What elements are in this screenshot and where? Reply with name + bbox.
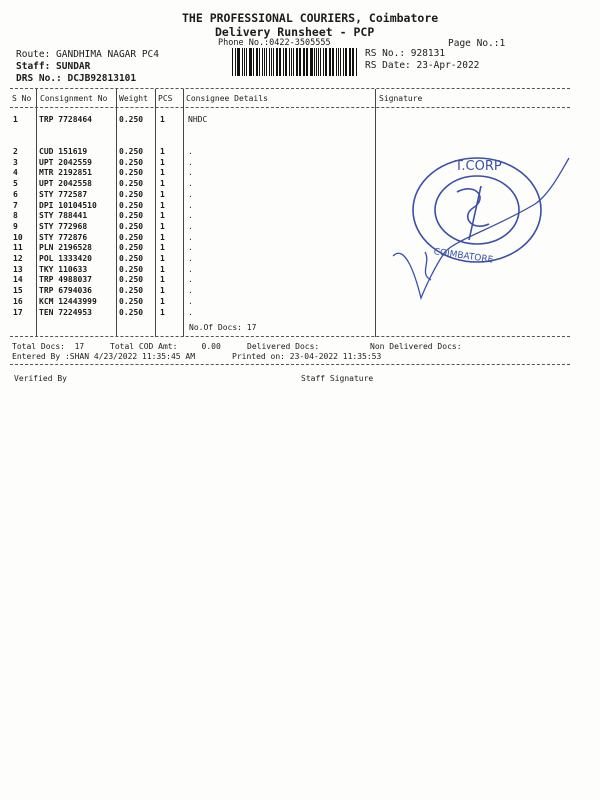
barcode-bar (237, 48, 238, 76)
cell-weight: 0.250 (119, 296, 144, 306)
cell-pcs: 1 (160, 157, 165, 167)
cell-consignment: TEN 7224953 (39, 307, 92, 317)
staff: Staff: SUNDAR (16, 61, 91, 72)
company-name: THE PROFESSIONAL COURIERS, Coimbatore (182, 11, 439, 25)
barcode-bar (279, 48, 281, 76)
cell-weight: 0.250 (119, 221, 144, 231)
cell-weight: 0.250 (119, 115, 144, 124)
cell-consignment: PLN 2196528 (39, 243, 92, 253)
barcode-bar (232, 48, 233, 76)
delivered-docs: Delivered Docs: (247, 342, 320, 351)
barcode-bar (285, 48, 286, 76)
cell-weight: 0.250 (119, 147, 144, 156)
cell-pcs: 1 (160, 254, 165, 263)
barcode-bar (256, 48, 257, 76)
barcode-bar (332, 48, 333, 76)
entered-by: Entered By :SHAN 4/23/2022 11:35:45 AM (12, 352, 196, 361)
cell-consignee: . (188, 168, 193, 178)
cell-consignment: STY 772876 (39, 232, 88, 242)
cell-sno: 3 (13, 157, 18, 167)
cell-consignee: . (188, 254, 193, 263)
cell-consignment: POL 1333420 (39, 254, 92, 263)
cell-sno: 1 (13, 115, 18, 124)
col-sno-header: S No (12, 94, 32, 103)
cell-consignment: TKY 110633 (39, 264, 88, 274)
cell-pcs: 1 (160, 147, 165, 156)
cell-weight: 0.250 (119, 264, 144, 274)
cell-weight: 0.250 (119, 211, 144, 221)
cell-sno: 10 (13, 232, 23, 242)
barcode (232, 48, 358, 76)
barcode-bar (306, 48, 307, 76)
cell-sno: 8 (13, 211, 18, 221)
barcode-bar (277, 48, 278, 76)
barcode-bar (343, 48, 344, 76)
barcode-bar (318, 48, 319, 76)
cell-pcs: 1 (160, 264, 165, 274)
cell-weight: 0.250 (119, 179, 144, 189)
col-weight-header: Weight (119, 94, 148, 103)
barcode-bar (299, 48, 300, 76)
cell-consignment: DPI 10104510 (39, 200, 97, 210)
table-header-divider (10, 107, 570, 108)
barcode-bar (253, 48, 254, 76)
barcode-bar (269, 48, 270, 76)
company-seal-stamp (385, 148, 575, 308)
cell-sno: 17 (13, 307, 23, 317)
barcode-bar (296, 48, 298, 76)
cell-pcs: 1 (160, 232, 165, 242)
barcode-bar (291, 48, 292, 76)
barcode-bar (235, 48, 236, 76)
non-delivered-docs: Non Delivered Docs: (370, 342, 462, 351)
table-top-divider (10, 88, 570, 89)
cell-consignee: . (188, 157, 193, 167)
cell-consignee: . (188, 189, 193, 199)
cell-consignment: STY 772968 (39, 221, 88, 231)
cell-consignment: UPT 2042559 (39, 157, 92, 167)
cell-weight: 0.250 (119, 307, 144, 317)
cell-pcs: 1 (160, 296, 165, 306)
rs-number: RS No.: 928131 (365, 48, 446, 59)
cell-weight: 0.250 (119, 275, 144, 285)
cell-consignee: . (188, 179, 193, 189)
cell-consignee: . (188, 275, 193, 285)
cell-pcs: 1 (160, 286, 165, 296)
cell-consignee: . (188, 232, 193, 242)
cell-consignment: KCM 12443999 (39, 296, 97, 306)
barcode-bar (266, 48, 268, 76)
col-signature-header: Signature (379, 94, 423, 103)
col-separator (375, 89, 376, 337)
col-pcs-header: PCS (158, 94, 173, 103)
cell-sno: 7 (13, 200, 18, 210)
barcode-bar (323, 48, 324, 76)
barcode-bar (259, 48, 260, 76)
rs-date: RS Date: 23-Apr-2022 (365, 60, 480, 71)
page-number: Page No.:1 (448, 38, 506, 49)
cell-weight: 0.250 (119, 168, 144, 178)
cell-weight: 0.250 (119, 243, 144, 253)
barcode-bar (304, 48, 305, 76)
barcode-bar (242, 48, 243, 76)
cell-weight: 0.250 (119, 189, 144, 199)
barcode-bar (333, 48, 334, 76)
cell-pcs: 1 (160, 179, 165, 189)
barcode-bar (316, 48, 317, 76)
cell-consignee: . (188, 200, 193, 210)
cell-consignment: TRP 4988037 (39, 275, 92, 285)
cell-consignee: . (188, 211, 193, 221)
barcode-bar (311, 48, 313, 76)
cell-pcs: 1 (160, 211, 165, 221)
cell-sno: 2 (13, 147, 18, 156)
cell-sno: 16 (13, 296, 23, 306)
barcode-bar (271, 48, 272, 76)
no-of-docs: No.Of Docs: 17 (189, 323, 257, 332)
barcode-bar (338, 48, 339, 76)
barcode-bar (300, 48, 301, 76)
barcode-bar (325, 48, 326, 76)
barcode-bar (264, 48, 265, 76)
cell-consignee: . (188, 243, 193, 253)
cell-sno: 5 (13, 179, 18, 189)
cell-pcs: 1 (160, 168, 165, 178)
cell-sno: 4 (13, 168, 18, 178)
col-separator (36, 89, 37, 337)
barcode-bar (273, 48, 274, 76)
cell-consignee: . (188, 296, 193, 306)
phone-number: Phone No.:0422-3505555 (218, 38, 331, 48)
barcode-bar (310, 48, 311, 76)
cell-pcs: 1 (160, 115, 165, 124)
cell-pcs: 1 (160, 221, 165, 231)
barcode-bar (249, 48, 250, 76)
cell-sno: 9 (13, 221, 18, 231)
barcode-bar (303, 48, 304, 76)
col-separator (183, 89, 184, 337)
barcode-bar (340, 48, 341, 76)
cell-pcs: 1 (160, 189, 165, 199)
cell-consignment: TRP 6794036 (39, 286, 92, 296)
cell-weight: 0.250 (119, 200, 144, 210)
barcode-bar (352, 48, 353, 76)
barcode-bar (257, 48, 258, 76)
stamp-text-bottom: COIMBATORE (432, 247, 494, 266)
handwritten-signature (393, 158, 569, 298)
cell-sno: 13 (13, 264, 23, 274)
cell-consignee: . (188, 221, 193, 231)
cell-consignee: . (188, 307, 193, 317)
cell-weight: 0.250 (119, 157, 144, 167)
total-cod-amount: Total COD Amt: 0.00 (110, 342, 221, 351)
summary-divider (10, 364, 570, 365)
table-bottom-divider (10, 336, 570, 337)
drs-number: DRS No.: DCJB92813101 (16, 73, 137, 84)
barcode-bar (250, 48, 252, 76)
cell-pcs: 1 (160, 243, 165, 253)
sheet-title: Delivery Runsheet - PCP (215, 25, 375, 39)
barcode-bar (293, 48, 294, 76)
cell-sno: 6 (13, 189, 18, 199)
barcode-bar (246, 48, 247, 76)
barcode-bar (238, 48, 240, 76)
cell-weight: 0.250 (119, 254, 144, 263)
cell-weight: 0.250 (119, 286, 144, 296)
barcode-bar (345, 48, 346, 76)
cell-consignment: MTR 2192851 (39, 168, 92, 178)
barcode-bar (356, 48, 357, 76)
cell-pcs: 1 (160, 200, 165, 210)
cell-consignment: TRP 7728464 (39, 115, 92, 124)
barcode-bar (289, 48, 290, 76)
verified-by-label: Verified By (14, 374, 67, 383)
cell-consignment: STY 772587 (39, 189, 88, 199)
cell-sno: 15 (13, 286, 23, 296)
barcode-bar (353, 48, 354, 76)
col-separator (155, 89, 156, 337)
cell-weight: 0.250 (119, 232, 144, 242)
col-separator (116, 89, 117, 337)
cell-consignee: . (188, 147, 193, 156)
barcode-bar (349, 48, 351, 76)
barcode-bar (286, 48, 287, 76)
route: Route: GANDHIMA NAGAR PC4 (16, 49, 159, 60)
cell-consignee: . (188, 286, 193, 296)
staff-signature-label: Staff Signature (301, 374, 374, 383)
barcode-bar (320, 48, 321, 76)
cell-consignment: CUD 151619 (39, 147, 88, 156)
total-docs: Total Docs: 17 (12, 342, 85, 351)
cell-sno: 11 (13, 243, 23, 253)
cell-consignment: STY 788441 (39, 211, 88, 221)
barcode-bar (262, 48, 263, 76)
barcode-bar (276, 48, 277, 76)
cell-pcs: 1 (160, 307, 165, 317)
barcode-bar (346, 48, 347, 76)
cell-sno: 12 (13, 254, 23, 263)
cell-sno: 14 (13, 275, 23, 285)
cell-consignee: . (188, 264, 193, 274)
cell-consignment: UPT 2042558 (39, 179, 92, 189)
barcode-bar (283, 48, 284, 76)
barcode-bar (336, 48, 337, 76)
printed-on: Printed on: 23-04-2022 11:35:53 (232, 352, 382, 361)
barcode-bar (329, 48, 331, 76)
barcode-bar (326, 48, 327, 76)
cell-pcs: 1 (160, 275, 165, 285)
col-consignee-header: Consignee Details (186, 94, 268, 103)
col-consignment-header: Consignment No (40, 94, 108, 103)
barcode-bar (314, 48, 315, 76)
barcode-bar (244, 48, 245, 76)
cell-consignee: NHDC (188, 115, 208, 124)
stamp-text-top: T.CORP (455, 159, 502, 174)
